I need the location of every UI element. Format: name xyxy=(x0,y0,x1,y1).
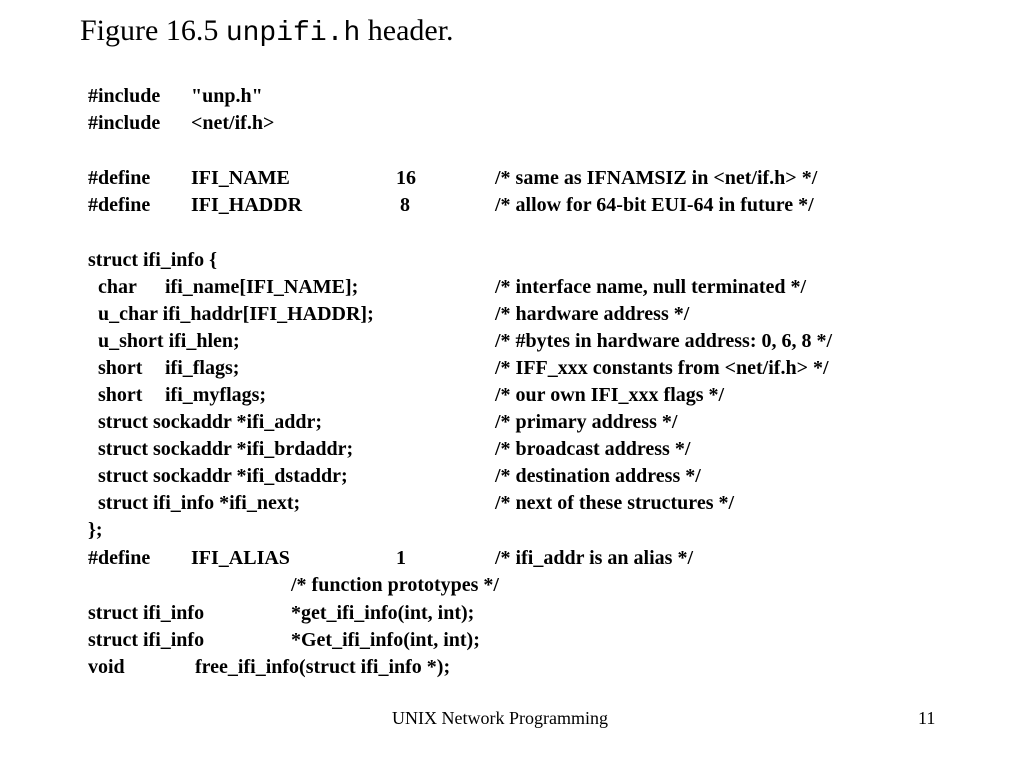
code-token: /* function prototypes */ xyxy=(291,574,499,596)
code-token: *get_ifi_info(int, int); xyxy=(291,602,475,624)
code-token: #define xyxy=(88,194,151,216)
code-token: /* hardware address */ xyxy=(495,303,690,325)
code-token: IFI_HADDR xyxy=(191,194,303,216)
code-token: IFI_NAME xyxy=(191,167,290,189)
code-token: struct sockaddr *ifi_brdaddr; xyxy=(98,438,354,460)
code-token: struct sockaddr *ifi_addr; xyxy=(98,411,323,433)
code-token: #define xyxy=(88,547,151,569)
code-token: /* our own IFI_xxx flags */ xyxy=(495,384,725,406)
code-token: #include xyxy=(88,112,161,134)
code-token: void xyxy=(88,656,125,678)
code-token: char xyxy=(98,276,137,298)
code-token: 8 xyxy=(400,194,410,216)
code-token: struct sockaddr *ifi_dstaddr; xyxy=(98,465,348,487)
code-token: short xyxy=(98,357,143,379)
code-token: IFI_ALIAS xyxy=(191,547,290,569)
code-token: struct ifi_info xyxy=(88,602,205,624)
code-token: ifi_myflags; xyxy=(165,384,267,406)
footer-book-title: UNIX Network Programming xyxy=(392,708,608,728)
code-token: ifi_name[IFI_NAME]; xyxy=(165,276,359,298)
code-token: u_short ifi_hlen; xyxy=(98,330,240,352)
code-token: /* broadcast address */ xyxy=(495,438,691,460)
code-token: ifi_flags; xyxy=(165,357,240,379)
code-token: 1 xyxy=(396,547,406,569)
code-token: 16 xyxy=(396,167,416,189)
code-token: struct ifi_info *ifi_next; xyxy=(98,492,301,514)
code-token: *Get_ifi_info(int, int); xyxy=(291,629,480,651)
code-token: /* primary address */ xyxy=(495,411,678,433)
code-token: #define xyxy=(88,167,151,189)
code-token: /* ifi_addr is an alias */ xyxy=(495,547,694,569)
code-token: #include xyxy=(88,85,161,107)
code-token: struct ifi_info { xyxy=(88,249,217,271)
code-token: struct ifi_info xyxy=(88,629,205,651)
code-token: /* next of these structures */ xyxy=(495,492,735,514)
code-token: /* destination address */ xyxy=(495,465,701,487)
title-filename: unpifi.h xyxy=(225,18,361,49)
code-token: "unp.h" xyxy=(191,85,263,107)
title-prefix: Figure 16.5 xyxy=(80,14,226,47)
code-token: short xyxy=(98,384,143,406)
code-token: /* #bytes in hardware address: 0, 6, 8 */ xyxy=(495,330,833,352)
code-token: /* allow for 64-bit EUI-64 in future */ xyxy=(495,194,814,216)
page-number: 11 xyxy=(918,708,936,728)
code-token: u_char ifi_haddr[IFI_HADDR]; xyxy=(98,303,374,325)
title-suffix: header. xyxy=(360,14,454,47)
code-token: /* interface name, null terminated */ xyxy=(495,276,807,298)
slide-title xyxy=(80,14,454,49)
code-token: /* IFF_xxx constants from <net/if.h> */ xyxy=(495,357,829,379)
code-token: /* same as IFNAMSIZ in <net/if.h> */ xyxy=(495,167,818,189)
code-token: <net/if.h> xyxy=(191,112,275,134)
code-token: free_ifi_info(struct ifi_info *); xyxy=(195,656,451,678)
code-token: }; xyxy=(88,519,103,541)
